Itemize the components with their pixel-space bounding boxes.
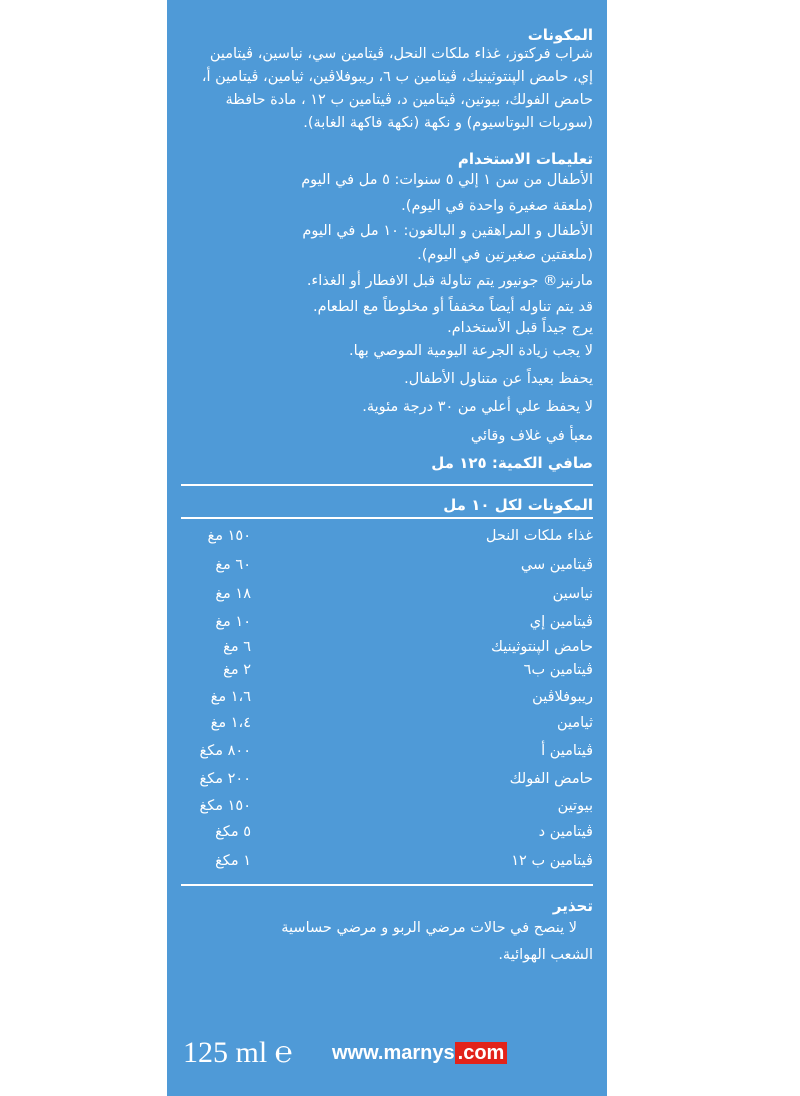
usage-line: قد يتم تناوله أيضاً مخففاً أو مخلوطاً مع الطعام. (312, 299, 593, 315)
nutrient-amount: ١٠ مغ (215, 614, 251, 630)
ingredients-line: (سوربات البوتاسيوم) و نكهة (نكهة فاكهة الغابة). (303, 115, 593, 131)
usage-line: الأطفال و المراهقين و البالغون: ١٠ مل في اليوم (302, 223, 593, 239)
warning-line: الشعب الهوائية. (498, 947, 593, 963)
label-panel (167, 0, 607, 1096)
nutrient-name: نياسين (552, 586, 593, 602)
nutrient-amount: ١٥٠ مكغ (199, 798, 251, 814)
nutrient-amount: ٢ مغ (223, 662, 251, 678)
nutrient-amount: ١،٦ مغ (210, 689, 251, 705)
divider (181, 884, 593, 886)
nutrient-name: ڤيتامين أ (541, 743, 593, 759)
usage-line: يرج جيداً قبل الأستخدام. (447, 320, 593, 336)
nutrient-amount: ١،٤ مغ (210, 715, 251, 731)
table-row (181, 528, 593, 548)
usage-line: (ملعقتين صغيرتين في اليوم). (417, 247, 593, 263)
nutrient-name: ثيامين (556, 715, 593, 731)
nutrient-name: غذاء ملكات النحل (485, 528, 593, 544)
usage-line: لا يجب زيادة الجرعة اليومية الموصي بها. (349, 343, 593, 359)
table-row (181, 771, 593, 791)
table-row (181, 798, 593, 818)
usage-line: (ملعقة صغيرة واحدة في اليوم). (401, 198, 593, 214)
usage-heading: تعليمات الاستخدام (457, 150, 593, 168)
divider (181, 484, 593, 486)
table-row (181, 662, 593, 682)
net-quantity: صافي الكمية: ١٢٥ مل (431, 454, 593, 472)
nutrient-amount: ٥ مكغ (215, 824, 251, 840)
ingredients-line: حامض الفولك، بيوتين، ڤيتامين د، ڤيتامين ب ١٢ ، مادة حافظة (225, 92, 593, 108)
nutrient-name: ڤيتامين سي (520, 557, 593, 573)
nutrient-amount: ٦٠ مغ (215, 557, 251, 573)
table-row (181, 614, 593, 634)
table-row (181, 853, 593, 873)
nutrient-amount: ٦ مغ (223, 639, 251, 655)
table-row (181, 689, 593, 709)
table-row (181, 715, 593, 735)
nutrient-amount: ٢٠٠ مكغ (199, 771, 251, 787)
net-volume-mark: 125 ml ℮ (183, 1036, 293, 1069)
divider (181, 517, 593, 519)
ingredients-line: إي، حامض الپنتوثينيك، ڤيتامين ب ٦، ريبوفلاڤين، ثيامين، ڤيتامين أ، (201, 69, 593, 85)
nutrient-name: ڤيتامين ب ١٢ (511, 853, 593, 869)
nutrient-name: ڤيتامين ب٦ (523, 662, 593, 678)
nutrient-amount: ١ مكغ (215, 853, 251, 869)
ingredients-heading: المكونات (527, 26, 593, 44)
usage-line: يحفظ بعيداً عن متناول الأطفال. (404, 371, 593, 387)
warning-line: لا ينصح في حالات مرضي الربو و مرضي حساسية (281, 920, 577, 936)
nutrient-name: حامض الفولك (509, 771, 593, 787)
nutrient-name: حامض الپنتوثينيك (491, 639, 593, 655)
website-domain: .com (455, 1042, 508, 1064)
table-row (181, 743, 593, 763)
table-row (181, 557, 593, 577)
warning-heading: تحذير (552, 897, 593, 915)
usage-line: لا يحفظ علي أعلي من ٣٠ درجة مئوية. (362, 399, 593, 415)
nutrient-amount: ١٥٠ مغ (207, 528, 251, 544)
ingredients-line: شراب فركتوز، غذاء ملكات النحل، ڤيتامين سي، نياسين، ڤيتامين (209, 46, 593, 62)
nutrient-name: ريبوفلاڤين (532, 689, 593, 705)
website-url (332, 1042, 507, 1065)
nutrient-amount: ٨٠٠ مكغ (199, 743, 251, 759)
table-row (181, 824, 593, 844)
usage-line: معبأ في غلاف وقائي (470, 428, 593, 444)
nutrient-name: بيوتين (557, 798, 593, 814)
nutrient-name: ڤيتامين إي (529, 614, 593, 630)
usage-line: الأطفال من سن ١ إلي ٥ سنوات: ٥ مل في اليوم (301, 172, 593, 188)
table-row (181, 639, 593, 659)
website-main: www.marnys (332, 1042, 455, 1064)
table-heading: المكونات لكل ١٠ مل (443, 496, 593, 514)
nutrient-amount: ١٨ مغ (215, 586, 251, 602)
nutrient-name: ڤيتامين د (538, 824, 593, 840)
usage-line: مارنيز® جونيور يتم تناولة قبل الافطار أو الغذاء. (306, 273, 593, 289)
table-row (181, 586, 593, 606)
